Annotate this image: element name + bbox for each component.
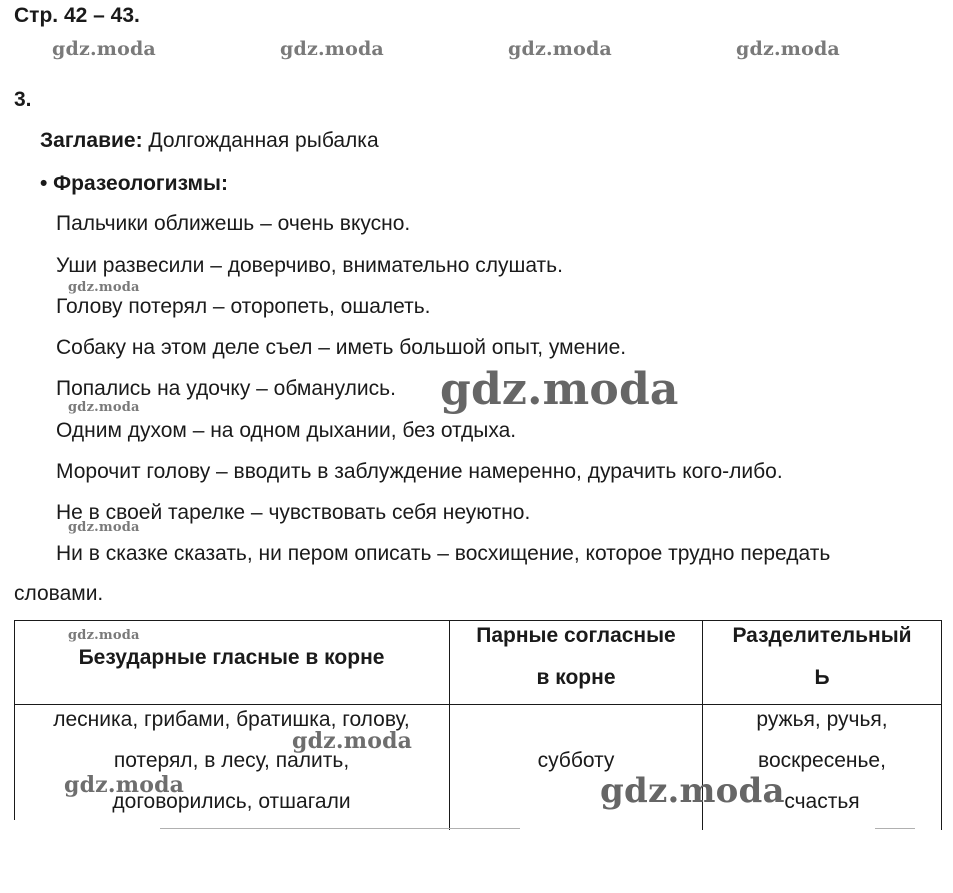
phrase-item: Голову потерял – оторопеть, ошалеть. [56, 295, 431, 318]
cell-line: договорились, отшагали [112, 790, 351, 813]
phrase-item: Одним духом – на одном дыхании, без отдыха. [56, 419, 517, 442]
header-line: Разделительный [732, 624, 912, 647]
table-border-right [941, 620, 942, 830]
title-line [40, 129, 379, 153]
page-cut-line [875, 828, 915, 829]
cell-line: субботу [537, 749, 615, 772]
watermark-large-2: gdz.moda [600, 771, 785, 811]
header-line: Парные согласные [476, 624, 676, 647]
table-header-cell [703, 615, 941, 699]
watermark-small-2: gdz.moda [68, 400, 140, 415]
table-cell [14, 699, 449, 822]
header-line: Ь [814, 666, 830, 689]
cell-line: счастья [784, 790, 860, 813]
watermark-top-3: gdz.moda [508, 38, 612, 60]
phrase-continuation: словами. [14, 582, 104, 605]
cell-line: потерял, в лесу, палить, [113, 749, 350, 772]
watermark-small-4: gdz.moda [68, 628, 140, 643]
cell-line: ружья, ручья, [756, 708, 888, 731]
page-cut-line [160, 828, 520, 829]
watermark-medium-2: gdz.moda [64, 772, 185, 798]
page-header: Стр. 42 – 43. [14, 4, 140, 27]
watermark-small-1: gdz.moda [68, 280, 140, 295]
phrase-item: Уши развесили – доверчиво, внимательно слушать. [56, 254, 563, 277]
watermark-small-3: gdz.moda [68, 520, 140, 535]
watermark-top-4: gdz.moda [736, 38, 840, 60]
watermark-top-1: gdz.moda [52, 38, 156, 60]
header-line: Безударные гласные в корне [78, 646, 385, 669]
phrase-item: Не в своей тарелке – чувствовать себя неуютно. [56, 501, 531, 524]
phrase-item: Собаку на этом деле съел – иметь большой опыт, умение. [56, 336, 627, 359]
cell-line: воскресенье, [758, 749, 886, 772]
watermark-top-2: gdz.moda [280, 38, 384, 60]
phrase-item: Попались на удочку – обманулись. [56, 377, 396, 400]
title-value: Долгожданная рыбалка [148, 129, 379, 152]
table-header-cell [450, 615, 702, 699]
watermark-large-1: gdz.moda [440, 364, 679, 415]
section-label: • Фразеологизмы: [40, 172, 228, 195]
watermark-medium-1: gdz.moda [292, 728, 413, 754]
title-label: Заглавие: [40, 129, 143, 152]
task-number: 3. [14, 88, 32, 111]
phrase-item: Ни в сказке сказать, ни пером описать – восхищение, которое трудно передать [56, 542, 831, 565]
phrase-item: Морочит голову – вводить в заблуждение намеренно, дурачить кого-либо. [56, 460, 783, 483]
header-line: в корне [536, 666, 616, 689]
cell-line: лесника, грибами, братишка, голову, [53, 708, 410, 731]
phrase-item: Пальчики оближешь – очень вкусно. [56, 212, 411, 235]
table-header-cell [14, 637, 449, 679]
